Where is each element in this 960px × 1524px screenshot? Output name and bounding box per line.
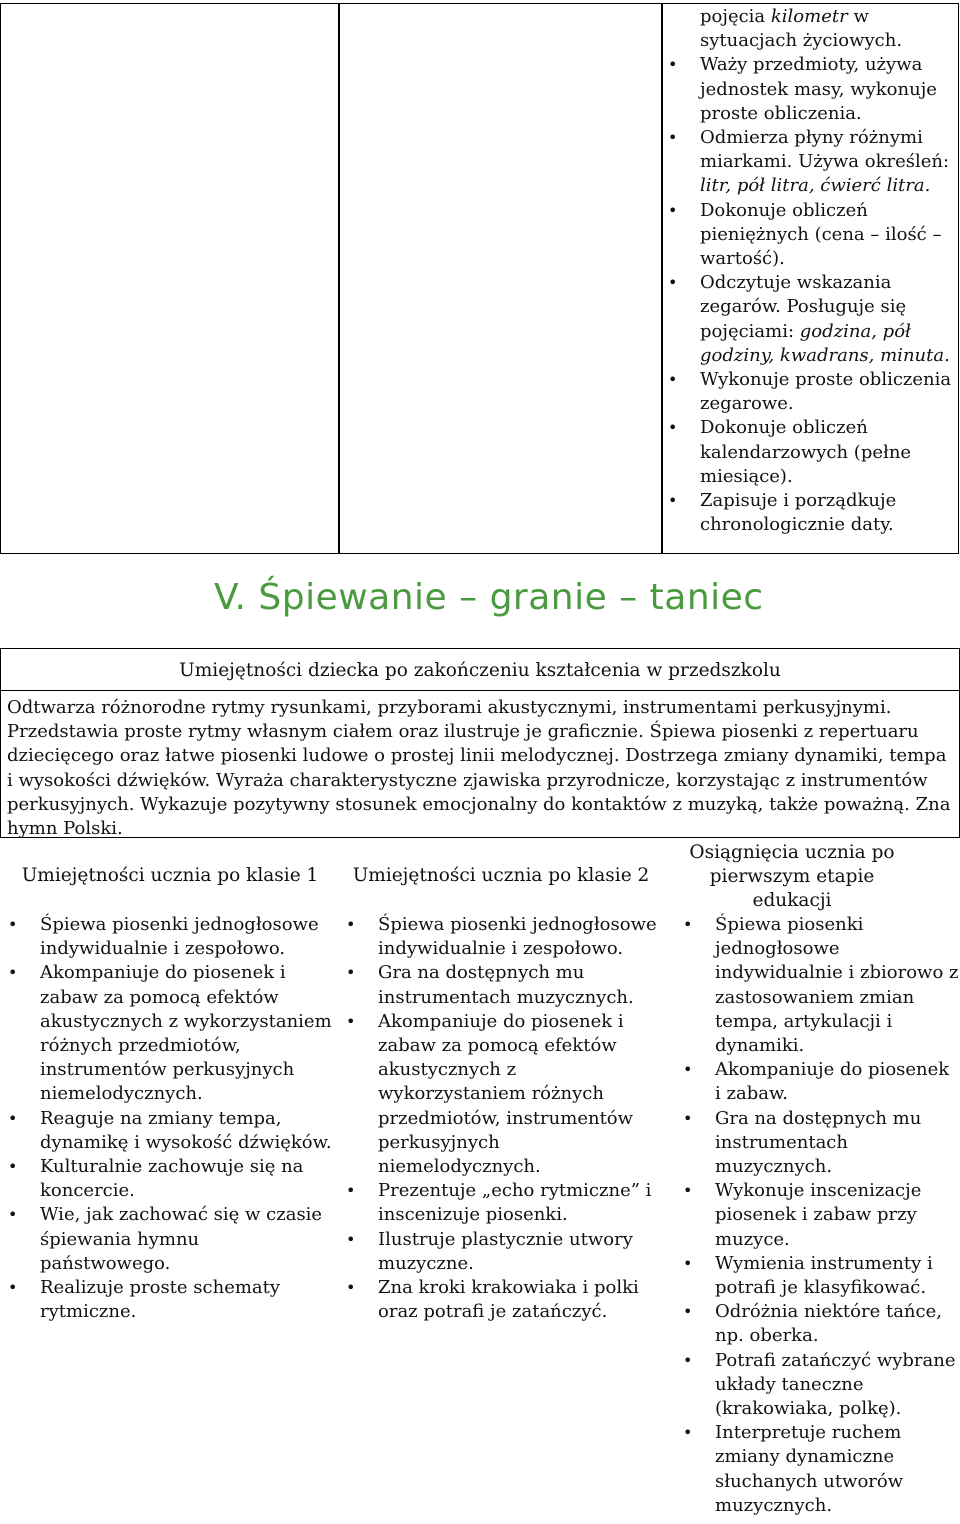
list-item: • Śpiewa piosenki jednogłosowe indywidualnie i zbiorowo z zastosowaniem zmian tempa, artykulacji i dynamiki. [679,913,960,1058]
list-item: • Kulturalnie zachowuje się na koncercie. [4,1155,332,1203]
top-table-cell-2 [338,3,663,554]
col2-list [342,913,664,1324]
top-table [0,0,960,554]
col1-header: Umiejętności ucznia po klasie 1 [21,865,319,886]
list-item: • Dokonuje obliczeń kalendarzowych (pełne miesiące). [664,416,954,489]
list-item: • Akompaniuje do piosenek i zabaw. [679,1058,960,1106]
list-item: • Wie, jak zachować się w czasie śpiewania hymnu państwowego. [4,1203,332,1276]
list-item: sytuacjach życiowych. [700,30,903,52]
col3-header: Osiągnięcia ucznia po pierwszym etapie edukacji [689,842,895,911]
list-item: • Wykonuje proste obliczenia zegarowe. [664,368,954,416]
list-item: • Zapisuje i porządkuje chronologicznie daty. [664,489,954,537]
skills-box-title: Umiejętności dziecka po zakończeniu kształcenia w przedszkolu [179,660,781,681]
skills-box-divider [1,690,959,691]
list-item: • Ilustruje plastycznie utwory muzyczne. [342,1228,664,1276]
col3-list-bottom [679,913,960,1518]
col3-first-line: pojęcia kilometr w [700,6,869,27]
section-heading: V. Śpiewanie – granie – taniec [214,577,764,618]
list-item: • Śpiewa piosenki jednogłosowe indywidualnie i zespołowo. [4,913,332,961]
list-item: • Reaguje na zmiany tempa, dynamikę i wysokość dźwięków. [4,1107,332,1155]
list-item: • Potrafi zatańczyć wybrane układy taneczne (krakowiaka, polkę). [679,1349,960,1422]
list-item: • Waży przedmioty, używa jednostek masy, wykonuje proste obliczenia. [664,53,954,126]
list-item: • Zna kroki krakowiaka i polki oraz potrafi je zatańczyć. [342,1276,664,1324]
list-item: • Realizuje proste schematy rytmiczne. [4,1276,332,1324]
col2-header: Umiejętności ucznia po klasie 2 [352,865,650,886]
list-item: • Odmierza płyny różnymi miarkami. Używa określeń: litr, pół litra, ćwierć litra. [664,126,954,199]
list-item: • Wykonuje inscenizacje piosenek i zabaw przy muzyce. [679,1179,960,1252]
list-item: • Akompaniuje do piosenek i zabaw za pomocą efektów akustycznych z wykorzystaniem różnych przedmiotów, instrumentów perkusyjnych niemelodycznych. [4,961,332,1106]
list-item: • Dokonuje obliczeń pieniężnych (cena – ilość – wartość). [664,199,954,272]
col1-list [4,913,332,1324]
col3-list [664,29,954,537]
list-item: • Odczytuje wskazania zegarów. Posługuje się pojęciami: godzina, pół godziny, kwadrans, minuta. [664,271,954,368]
top-table-col3-content [664,5,954,537]
list-item: • Akompaniuje do piosenek i zabaw za pomocą efektów akustycznych z wykorzystaniem różnych przedmiotów, instrumentów perkusyjnych niemelodycznych. [342,1010,664,1179]
list-item: • Odróżnia niektóre tańce, np. oberka. [679,1300,960,1348]
list-item: • Wymienia instrumenty i potrafi je klasyfikować. [679,1252,960,1300]
list-item: • Gra na dostępnych mu instrumentach muzycznych. [679,1107,960,1180]
list-item: • Śpiewa piosenki jednogłosowe indywidualnie i zespołowo. [342,913,664,961]
list-item: • Gra na dostępnych mu instrumentach muzycznych. [342,961,664,1009]
skills-box-body: Odtwarza różnorodne rytmy rysunkami, przyborami akustycznymi, instrumentami perkusyjnymi. Przedstawia proste rytmy własnym ciałem oraz ilustruje je graficznie. Śpiewa piosenki z repertuaru dziecięcego oraz łatwe piosenki ludowe o prostej linii melodycznej. Dostrzega zmiany dynamiki, tempa i wysokości dźwięków. Wyraża charakterystyczne zjawiska przyrodnicze, korzystając z instrumentów perkusyjnych. Wykazuje pozytywny stosunek emocjonalny do kontaktów z muzyką, także poważną. Zna hymn Polski. [7,697,951,840]
list-item: • Prezentuje „echo rytmiczne” i inscenizuje piosenki. [342,1179,664,1227]
list-item: • Interpretuje ruchem zmiany dynamiczne słuchanych utworów muzycznych. [679,1421,960,1518]
skills-box [0,648,960,838]
top-table-cell-1 [0,3,340,554]
